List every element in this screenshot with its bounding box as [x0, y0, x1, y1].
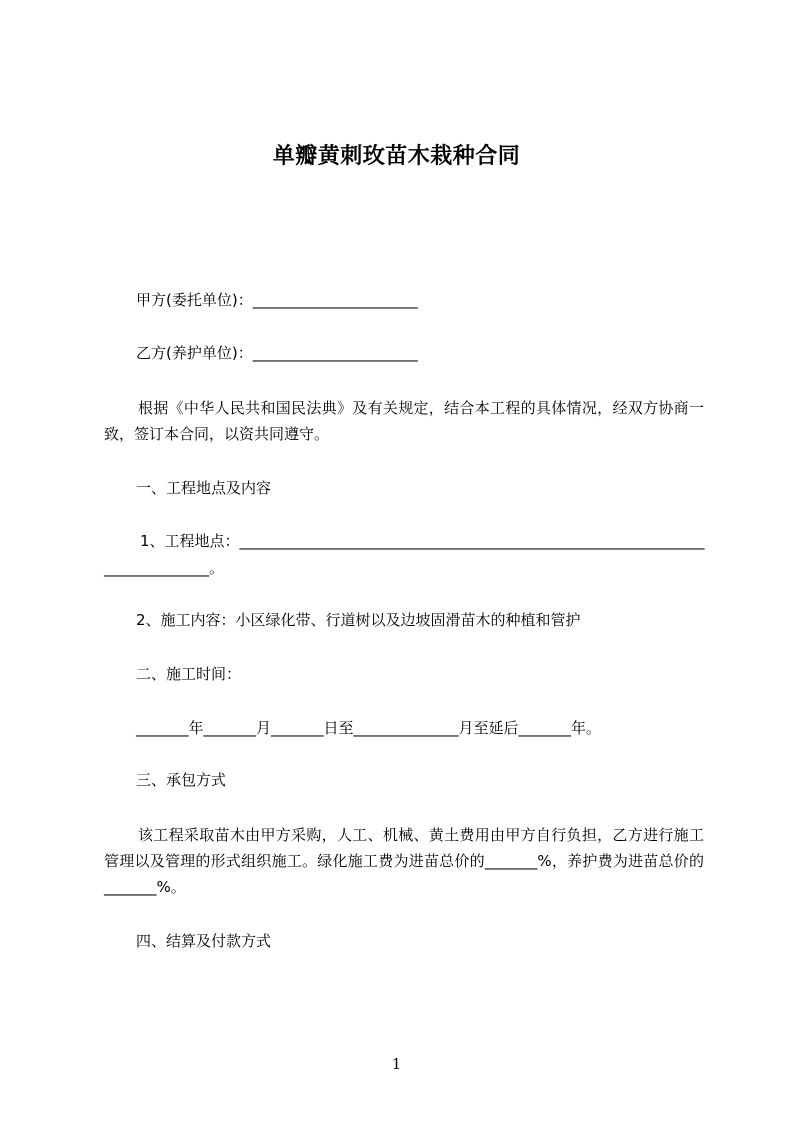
- document-title: 单瓣黄刺玫苗木栽种合同: [272, 144, 521, 169]
- section-3-heading: 三、承包方式: [136, 771, 227, 789]
- section-2-heading: 二、施工时间：: [136, 665, 242, 683]
- construction-content-line: 2、施工内容：小区绿化带、行道树以及边坡固滑苗木的种植和管护: [136, 611, 581, 629]
- contract-method-paragraph: 该工程采取苗木由甲方采购，人工、机械、黄土费用由甲方自行负担，乙方进行施工管理以及管理的形式组织施工。绿化施工费为进苗总价的_______%，养护费为进苗总价的_______%。: [104, 826, 704, 896]
- work-location-line: 1、工程地点：______________________________________________________________: [140, 532, 705, 550]
- party-a-line: 甲方(委托单位)：______________________: [136, 291, 418, 309]
- section-1-heading: 一、工程地点及内容: [136, 479, 272, 497]
- construction-time-line: _______年_______月_______日至______________月至延后_______年。: [136, 719, 602, 737]
- work-location-line-continuation: ______________。: [104, 559, 225, 577]
- intro-paragraph: 根据《中华人民共和国民法典》及有关规定，结合本工程的具体情况，经双方协商一致，签订本合同，以资共同遵守。: [104, 399, 704, 443]
- page-number: 1: [391, 1055, 402, 1073]
- party-b-line: 乙方(养护单位)：______________________: [136, 344, 418, 362]
- section-4-heading: 四、结算及付款方式: [136, 932, 272, 950]
